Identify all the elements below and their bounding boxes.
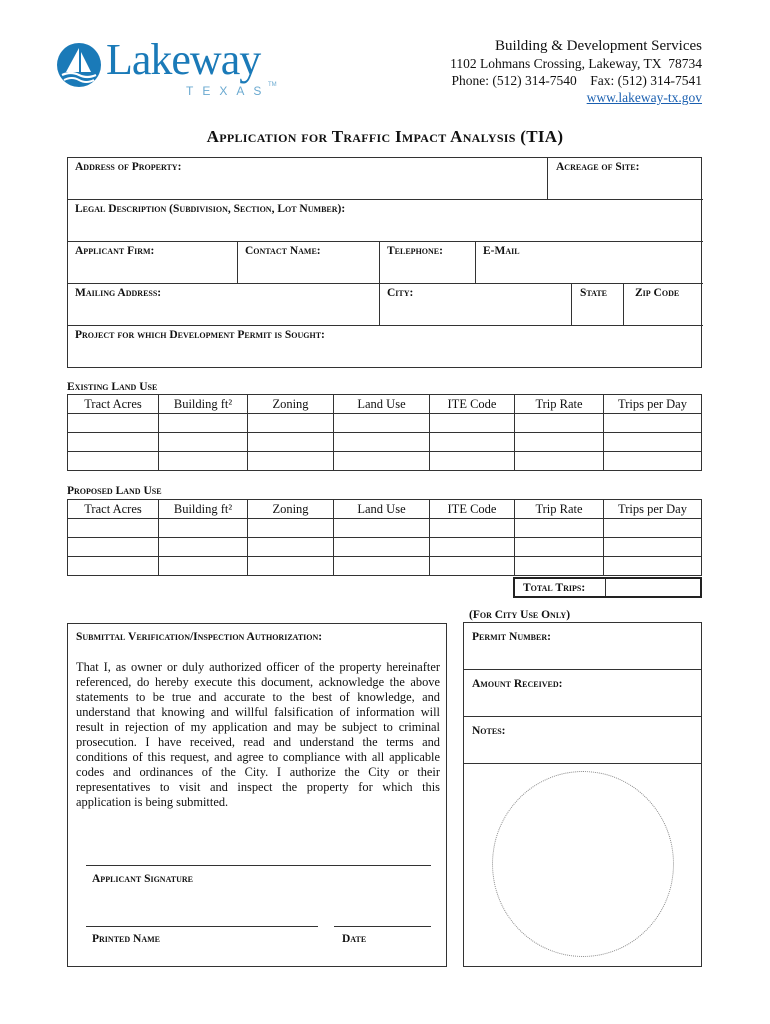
col-trip-rate: Trip Rate (515, 395, 604, 414)
table-row (68, 452, 702, 471)
phone-fax: Phone: (512) 314-7540 Fax: (512) 314-7541 (451, 73, 702, 88)
mailing-label: Mailing Address: (75, 287, 162, 299)
printed-name-label: Printed Name (92, 933, 160, 945)
col-trip-rate: Trip Rate (515, 500, 604, 519)
zip-field[interactable] (624, 284, 703, 325)
form-title: Application for Traffic Impact Analysis (TIA) (206, 127, 564, 146)
permit-number-label: Permit Number: (472, 631, 551, 643)
amount-received-field[interactable] (464, 670, 701, 717)
table-row (68, 519, 702, 538)
col-trips-per-day: Trips per Day (604, 500, 702, 519)
table-header-row (68, 500, 702, 519)
amount-received-label: Amount Received: (472, 678, 563, 690)
notes-field[interactable] (464, 717, 701, 764)
acreage-field[interactable] (548, 158, 703, 199)
col-trips-per-day: Trips per Day (604, 395, 702, 414)
website-link[interactable]: www.lakeway-tx.gov (586, 90, 702, 105)
table-row (68, 433, 702, 452)
firm-label: Applicant Firm: (75, 245, 155, 257)
legal-field[interactable] (68, 200, 703, 242)
col-tract-acres: Tract Acres (68, 395, 159, 414)
notes-label: Notes: (472, 725, 506, 737)
project-label: Project for which Development Permit is Sought: (75, 329, 325, 341)
col-land-use: Land Use (334, 395, 430, 414)
telephone-field[interactable] (380, 242, 476, 283)
address-field[interactable] (68, 158, 548, 199)
table-header-row (68, 395, 702, 414)
total-trips-label: Total Trips: (523, 582, 586, 594)
city-label: City: (387, 287, 414, 299)
submittal-box (67, 623, 447, 967)
submittal-text: That I, as owner or duly authorized officer of the property hereinafter referenced, do hereby execute this document, acknowledge the above statements to be true and accurate to the best of knowledge, and understand that knowing and willful falsification of information will result in rejection of my application and may be subject to criminal prosecution. I have received, read and understand the terms and conditions of this request, and agree to compliance with all applicable codes and ordinances of the City. I authorize the City or their representatives to visit and inspect the property for which this application is being submitted. (76, 660, 440, 809)
dept-name: Building & Development Services (494, 38, 702, 54)
contact-block (342, 38, 702, 106)
lakeway-sailboat-icon (56, 42, 102, 88)
existing-land-use-label: Existing Land Use (67, 381, 158, 393)
mailing-field[interactable] (68, 284, 380, 325)
contact-field[interactable] (238, 242, 380, 283)
contact-label: Contact Name: (245, 245, 321, 257)
col-zoning: Zoning (248, 395, 334, 414)
logo-name: Lakeway (106, 35, 261, 84)
existing-land-use-table (67, 394, 702, 471)
signature-label: Applicant Signature (92, 873, 193, 885)
stamp-area-circle (492, 771, 674, 957)
legal-label: Legal Description (Subdivision, Section, Lot Number): (75, 203, 346, 215)
acreage-label: Acreage of Site: (556, 161, 640, 173)
col-ite-code: ITE Code (430, 395, 515, 414)
state-label: State (580, 287, 607, 299)
city-field[interactable] (380, 284, 572, 325)
date-line[interactable] (334, 926, 431, 927)
logo-trademark: TM (268, 82, 277, 88)
firm-field[interactable] (68, 242, 238, 283)
date-label: Date (342, 933, 367, 945)
property-info-table (67, 157, 702, 368)
logo (56, 35, 286, 102)
permit-number-field[interactable] (464, 623, 701, 670)
col-land-use: Land Use (334, 500, 430, 519)
zip-label: Zip Code (635, 287, 680, 299)
col-building-ft2: Building ft² (159, 395, 248, 414)
col-building-ft2: Building ft² (159, 500, 248, 519)
table-row (68, 557, 702, 576)
col-tract-acres: Tract Acres (68, 500, 159, 519)
logo-sub: TEXAS (186, 84, 271, 98)
state-field[interactable] (572, 284, 624, 325)
table-row (68, 538, 702, 557)
address-label: Address of Property: (75, 161, 182, 173)
email-label: E-Mail (483, 245, 520, 257)
printed-name-line[interactable] (86, 926, 318, 927)
email-field[interactable] (476, 242, 703, 283)
total-trips-field[interactable] (513, 577, 702, 598)
address-line: 1102 Lohmans Crossing, Lakeway, TX 78734 (450, 56, 702, 71)
proposed-land-use-label: Proposed Land Use (67, 485, 162, 497)
col-zoning: Zoning (248, 500, 334, 519)
city-use-box (463, 622, 702, 967)
col-ite-code: ITE Code (430, 500, 515, 519)
table-row (68, 414, 702, 433)
project-field[interactable] (68, 326, 703, 367)
proposed-land-use-table (67, 499, 702, 576)
city-use-label: (For City Use Only) (469, 609, 571, 621)
signature-line[interactable] (86, 865, 431, 866)
submittal-heading: Submittal Verification/Inspection Authorization: (76, 631, 323, 643)
telephone-label: Telephone: (387, 245, 443, 257)
